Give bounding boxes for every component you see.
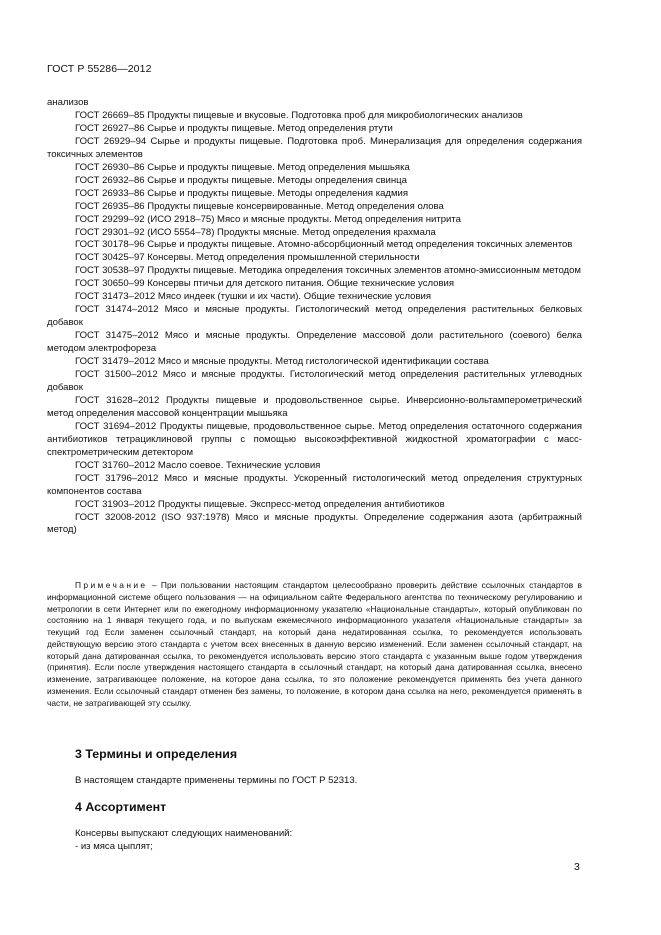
- reference-item: ГОСТ 31760–2012 Масло соевое. Технические условия: [75, 459, 321, 471]
- reference-item: ГОСТ 31903–2012 Продукты пищевые. Экспресс-метод определения антибиотиков: [75, 498, 445, 510]
- reference-item: ГОСТ 32008-2012 (ISO 937:1978) Мясо и мясные продукты. Определение содержания азота (арбитражный метод): [47, 511, 582, 536]
- document-header-code: ГОСТ Р 55286—2012: [47, 63, 152, 75]
- normative-references-list: [47, 97, 582, 537]
- note-text: – При пользовании настоящим стандартом целесообразно проверить действие ссылочных стандартов в информационной системе общего пользования — на официальном сайте Федерального агентства по техническому регулированию и метрологии в сети Интернет или по ежегодному информационному указателю «Национальные стандарты», который опубликован по состоянию на 1 января текущего года, и по выпускам ежемесячного информационного указателя «Национальные стандарты» за текущий год Если заменен ссылочный стандарт, на который дана недатированная ссылка, то рекомендуется использовать действующую версию этого стандарта с учетом всех внесенных в данную версию изменений. Если заменен ссылочный стандарт, на который дана датированная ссылка, то рекомендуется использовать версию этого стандарта с указанным выше годом утверждения (принятия). Если после утверждения настоящего стандарта в ссылочный стандарт, на который дана датированная ссылка, внесено изменение, затрагивающее положение, на которое дана ссылка, то это положение рекомендуется применять без учета данного изменения. Если ссылочный стандарт отменен без замены, то положение, в котором дана ссылка на него, рекомендуется применять в части, не затрагивающей эту ссылку.: [47, 580, 582, 708]
- reference-item: ГОСТ 30650–99 Консервы птичьи для детского питания. Общие технические условия: [75, 278, 455, 290]
- reference-item: ГОСТ 31474–2012 Мясо и мясные продукты. Гистологический метод определения растительных белковых добавок: [47, 304, 582, 329]
- note-block: [47, 580, 582, 709]
- reference-item: ГОСТ 31796–2012 Мясо и мясные продукты. Ускоренный гистологический метод определения структурных компонентов состава: [47, 472, 582, 497]
- reference-item: ГОСТ 30425–97 Консервы. Метод определения промышленной стерильности: [75, 252, 420, 264]
- section-3-heading: 3 Термины и определения: [75, 747, 238, 761]
- reference-item: ГОСТ 31473–2012 Мясо индеек (тушки и их части). Общие технические условия: [75, 291, 432, 303]
- reference-item: ГОСТ 26669–85 Продукты пищевые и вкусовые. Подготовка проб для микробиологических анализов: [75, 109, 523, 121]
- reference-item: ГОСТ 31628–2012 Продукты пищевые и продовольственное сырье. Инверсионно-вольтамперометрический метод определения массовой концентрации мышьяка: [47, 394, 582, 419]
- reference-item: ГОСТ 29301–92 (ИСО 5554–78) Продукты мясные. Метод определения крахмала: [75, 226, 436, 238]
- section-4-heading: 4 Ассортимент: [75, 800, 167, 814]
- section-4-list-item: - из мяса цыплят;: [75, 841, 153, 852]
- reference-item: ГОСТ 26927–86 Сырье и продукты пищевые. Метод определения ртути: [75, 122, 393, 134]
- reference-item: ГОСТ 26929–94 Сырье и продукты пищевые. Подготовка проб. Минерализация для определения содержания токсичных элементов: [47, 135, 582, 160]
- reference-item: ГОСТ 31475–2012 Мясо и мясные продукты. Определение массовой доли растительного (соевого) белка методом электрофореза: [47, 330, 582, 355]
- reference-item: ГОСТ 31479–2012 Мясо и мясные продукты. Метод гистологической идентификации состава: [75, 356, 489, 368]
- reference-item: ГОСТ 26932–86 Сырье и продукты пищевые. Методы определения свинца: [75, 174, 407, 186]
- reference-item: ГОСТ 30538–97 Продукты пищевые. Методика определения токсичных элементов атомно-эмиссионным методом: [75, 265, 581, 277]
- reference-item: ГОСТ 30178–96 Сырье и продукты пищевые. Атомно-абсорбционный метод определения токсичных элементов: [75, 239, 573, 251]
- section-3-text: В настоящем стандарте применены термины по ГОСТ Р 52313.: [75, 775, 358, 786]
- note-label: Примечание: [75, 580, 148, 590]
- reference-item: ГОСТ 29299–92 (ИСО 2918–75) Мясо и мясные продукты. Метод определения нитрита: [75, 213, 461, 225]
- reference-item: ГОСТ 26935–86 Продукты пищевые консервированные. Метод определения олова: [75, 200, 444, 212]
- section-4-intro: Консервы выпускают следующих наименований:: [75, 828, 293, 839]
- reference-continuation: анализов: [47, 97, 89, 108]
- reference-item: ГОСТ 31500–2012 Мясо и мясные продукты. Гистологический метод определения растительных углеводных добавок: [47, 369, 582, 393]
- page-number: 3: [574, 861, 580, 873]
- reference-item: ГОСТ 26930–86 Сырье и продукты пищевые. Метод определения мышьяка: [75, 161, 410, 173]
- note-paragraph: [47, 580, 582, 709]
- reference-item: ГОСТ 31694–2012 Продукты пищевые, продовольственное сырье. Метод определения остаточного содержания антибиотиков тетрациклиновой группы с помощью высокоэффективной жидкостной хроматографии с масс-спектрометрическим детектором: [47, 420, 582, 458]
- reference-item: ГОСТ 26933–86 Сырье и продукты пищевые. Методы определения кадмия: [75, 187, 409, 199]
